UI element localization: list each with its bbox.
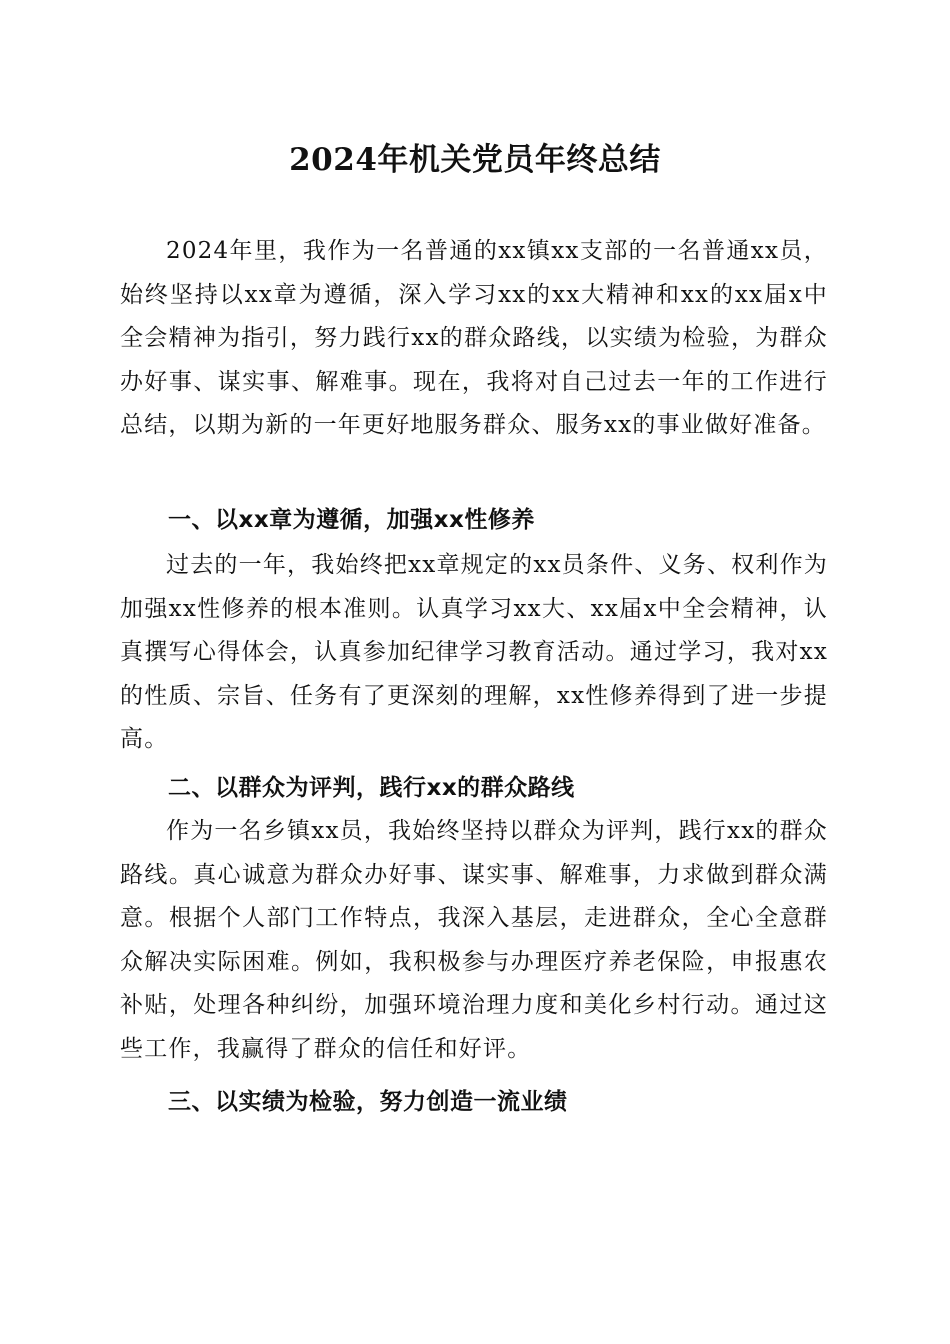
intro-paragraph: 2024年里，我作为一名普通的xx镇xx支部的一名普通xx员，始终坚持以xx章为遵循，深入学习xx的xx大精神和xx的xx届x中全会精神为指引，努力践行xx的群众路线，以实绩为检验，为群众办好事、谋实事、解难事。现在，我将对自己过去一年的工作进行总结，以期为新的一年更好地服务群众、服务xx的事业做好准备。 xyxy=(120,238,828,438)
section-heading-1: 一、以xx章为遵循，加强xx性修养 xyxy=(168,507,535,533)
section-heading-2: 二、以群众为评判，践行xx的群众路线 xyxy=(168,775,575,801)
section-heading-3: 三、以实绩为检验，努力创造一流业绩 xyxy=(168,1089,568,1115)
section-paragraph-1: 过去的一年，我始终把xx章规定的xx员条件、义务、权利作为加强xx性修养的根本准则。认真学习xx大、xx届x中全会精神，认真撰写心得体会，认真参加纪律学习教育活动。通过学习，我对xx的性质、宗旨、任务有了更深刻的理解，xx性修养得到了进一步提高。 xyxy=(120,552,828,752)
section-paragraph-2: 作为一名乡镇xx员，我始终坚持以群众为评判，践行xx的群众路线。真心诚意为群众办好事、谋实事、解难事，力求做到群众满意。根据个人部门工作特点，我深入基层，走进群众，全心全意群众解决实际困难。例如，我积极参与办理医疗养老保险，申报惠农补贴，处理各种纠纷，加强环境治理力度和美化乡村行动。通过这些工作，我赢得了群众的信任和好评。 xyxy=(120,818,828,1062)
document-title: 2024年机关党员年终总结 xyxy=(289,142,661,178)
